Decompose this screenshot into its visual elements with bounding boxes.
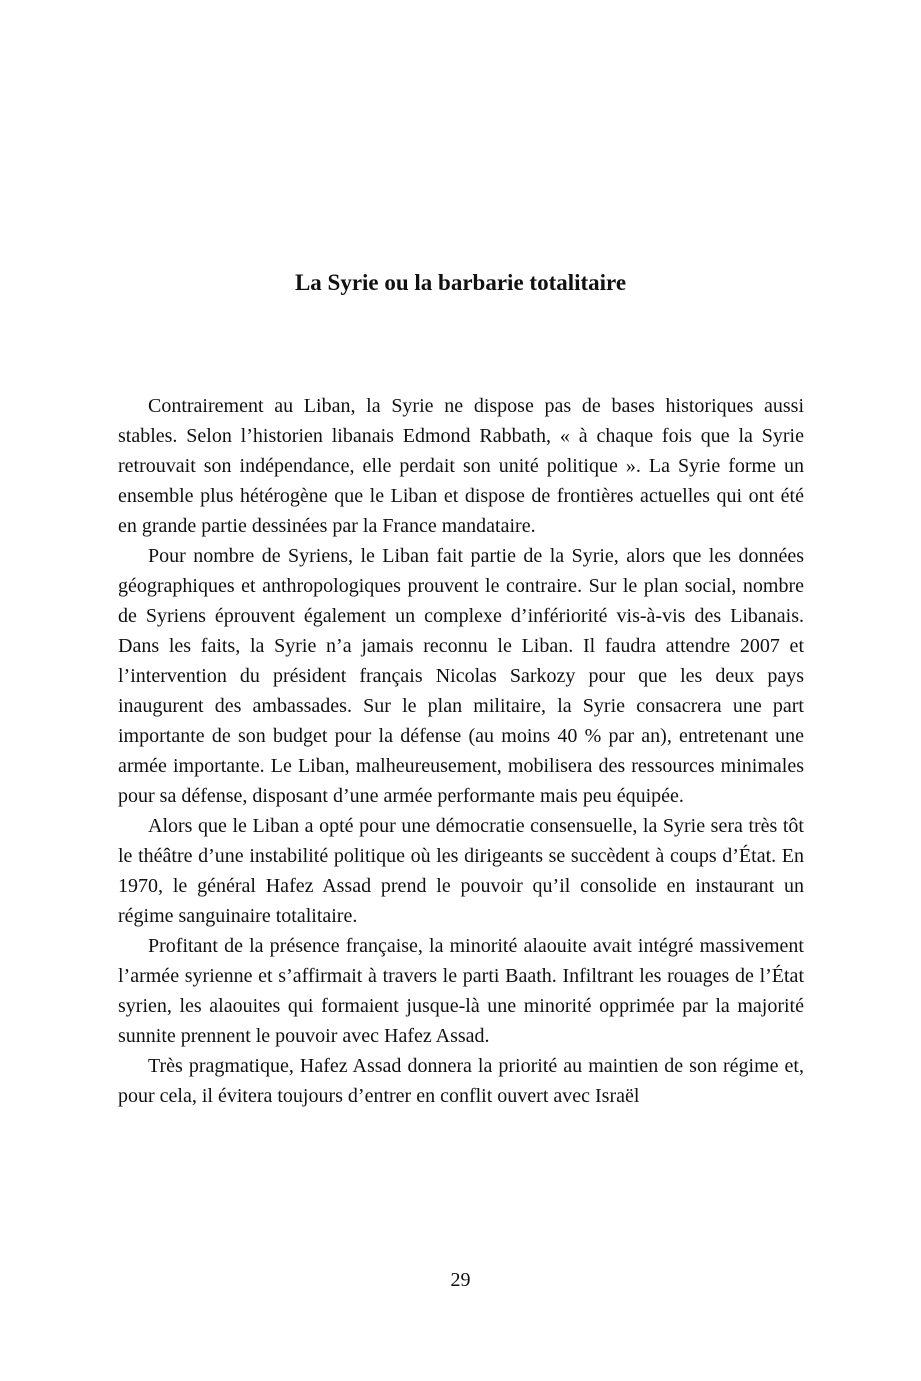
body-text [118, 391, 804, 1111]
chapter-title: La Syrie ou la barbarie totalitaire [294, 270, 627, 295]
paragraph-3: Alors que le Liban a opté pour une démocratie consensuelle, la Syrie sera très tôt le théâtre d’une instabilité politique où les dirigeants se succèdent à coups d’État. En 1970, le général Hafez Assad prend le pouvoir qu’il consolide en instaurant un régime sanguinaire totalitaire. [118, 815, 804, 927]
paragraph-2: Pour nombre de Syriens, le Liban fait partie de la Syrie, alors que les données géographiques et anthropologiques prouvent le contraire. Sur le plan social, nombre de Syriens éprouvent également un complexe d’infériorité vis-à-vis des Libanais. Dans les faits, la Syrie n’a jamais reconnu le Liban. Il faudra attendre 2007 et l’intervention du président français Nicolas Sarkozy pour que les deux pays inaugurent des ambassades. Sur le plan militaire, la Syrie consacrera une part importante de son budget pour la défense (au moins 40 % par an), entretenant une armée importante. Le Liban, malheureusement, mobilisera des ressources minimales pour sa défense, disposant d’une armée performante mais peu équipée. [118, 545, 804, 807]
paragraph-1: Contrairement au Liban, la Syrie ne dispose pas de bases historiques aussi stables. Selon l’historien libanais Edmond Rabbath, « à chaque fois que la Syrie retrouvait son indépendance, elle perdait son unité politique ». La Syrie forme un ensemble plus hétérogène que le Liban et dispose de frontières actuelles qui ont été en grande partie dessinées par la France mandataire. [118, 395, 804, 537]
paragraph-5: Très pragmatique, Hafez Assad donnera la priorité au maintien de son régime et, pour cela, il évitera toujours d’entrer en conflit ouvert avec Israël [118, 1055, 804, 1107]
page-number: 29 [450, 1269, 471, 1291]
paragraph-4: Profitant de la présence française, la minorité alaouite avait intégré massivement l’armée syrienne et s’affirmait à travers le parti Baath. Infiltrant les rouages de l’État syrien, les alaouites qui formaient jusque-là une minorité opprimée par la majorité sunnite prennent le pouvoir avec Hafez Assad. [118, 935, 804, 1047]
